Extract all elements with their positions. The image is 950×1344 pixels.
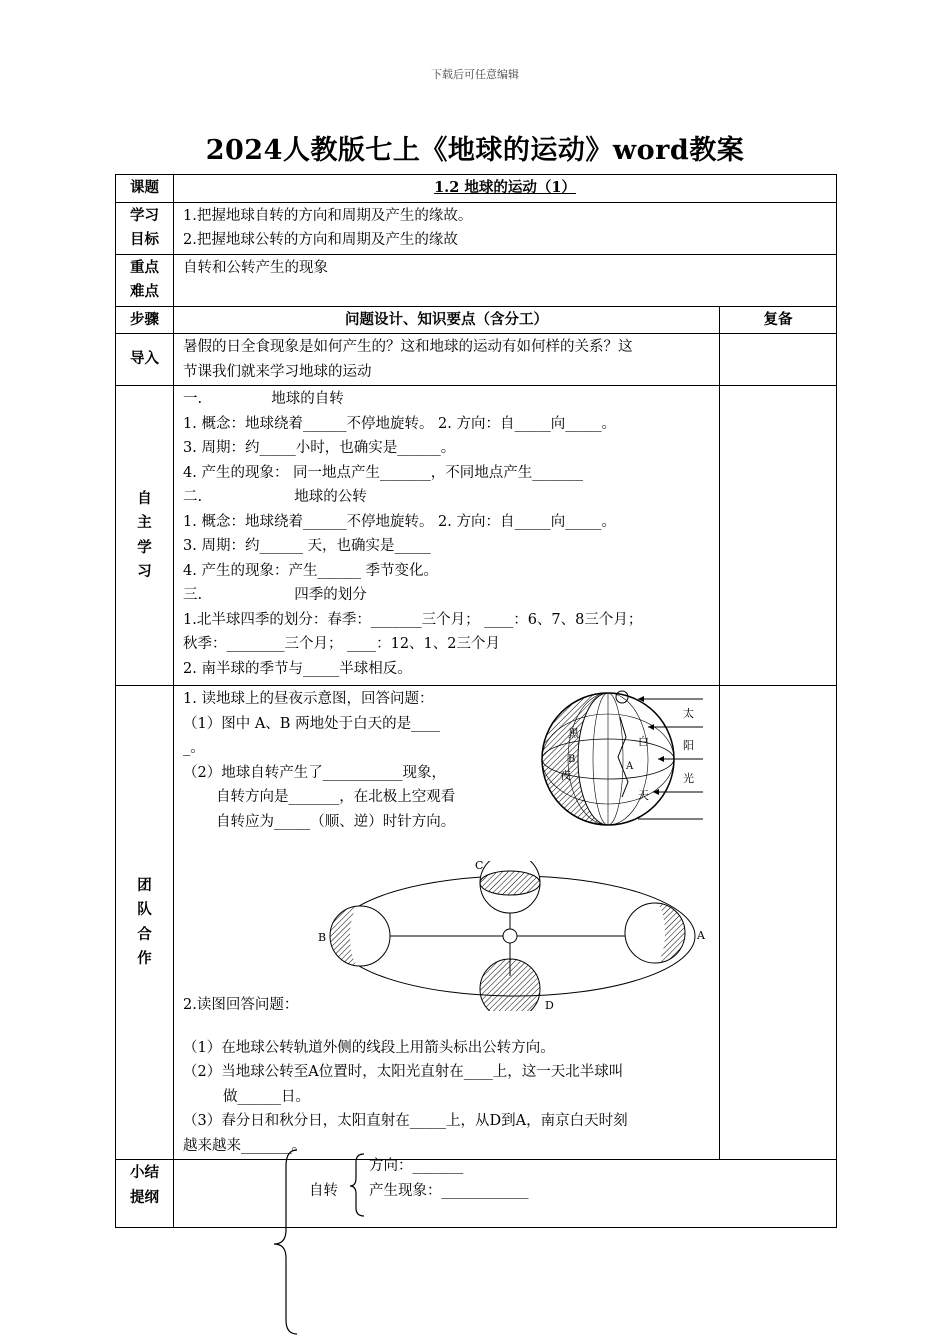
q1-line: 自转方向是_______，在北极上空观看 [216,789,456,805]
lesson-plan-table [115,174,837,1228]
sun-char-1: 太 [683,707,694,720]
goals-label-1: 学习 [130,206,159,224]
self-line: 1.北半球四季的划分：春季：_______三个月； ____：6、7、8三个月； [183,611,643,628]
goals-label-2: 目标 [130,231,159,248]
team-content [183,687,710,1153]
team-label-2: 队 [137,901,152,918]
q2-line: （1）在地球公转轨道外侧的线段上用箭头标出公转方向。 [183,1039,555,1056]
team-label-3: 合 [137,925,152,943]
intro-line-2: 节课我们就来学习地球的运动 [183,363,372,380]
orbit-diagram [315,861,715,1011]
sun-char-3: 光 [683,772,694,785]
night-char-1: 黑 [568,727,579,740]
document-title: 2024人教版七上《地球的运动》word教案 [205,135,745,166]
question-2 [183,993,723,1158]
pos-c-label: C [475,861,484,872]
pos-d-label: D [545,999,554,1011]
design-header: 问题设计、知识要点（含分工） [174,306,720,334]
summary-brace-diagram [272,1148,562,1338]
q1-line: 自转应为_____（顺、逆）时针方向。 [216,813,456,830]
self-line: 4. 产生的现象： 同一地点产生_______，不同地点产生_______ [183,464,584,481]
question-1 [183,687,543,834]
key-label-2: 难点 [130,283,159,300]
steps-header-row [116,306,837,334]
self-label-1: 自 [137,489,152,507]
summary-phenomenon: 产生现象：____________ [369,1183,529,1199]
team-label-4: 作 [137,950,152,967]
self-line: 秋季：________三个月； ____：12、1、2三个月 [183,636,501,652]
self-line: 二. 地球的公转 [183,489,367,505]
day-char-2: 天 [638,789,649,802]
self-line: 4. 产生的现象：产生______ 季节变化。 [183,562,439,579]
night-char-2: 夜 [560,769,571,782]
self-review [720,386,837,686]
self-line: 1. 概念：地球绕着______不停地旋转。 2. 方向：自_____向_____。 [183,415,616,432]
q2-line: （2）当地球公转至A位置时，太阳光直射在____上，这一天北半球叫 [183,1064,624,1080]
q2-line: 2.读图回答问题： [183,997,299,1013]
self-label-3: 学 [137,538,152,556]
pos-a-label: A [697,929,705,942]
topic-label: 课题 [116,175,174,203]
team-label-1: 团 [137,876,152,894]
topic-value: 1.2 地球的运动（1） [434,179,576,196]
team-row [116,686,837,1160]
intro-line-1: 暑假的日全食现象是如何产生的？这和地球的运动有如何样的关系？这 [183,339,633,355]
steps-label: 步骤 [116,306,174,334]
self-line: 2. 南半球的季节与_____半球相反。 [183,660,412,677]
self-line: 1. 概念：地球绕着______不停地旋转。 2. 方向：自_____向_____。 [183,513,616,530]
q2-line: 越来越来_______。 [183,1137,307,1154]
pos-b-label: B [318,931,327,944]
day-night-diagram [538,687,716,837]
topic-row [116,175,837,203]
intro-label: 导入 [116,334,174,386]
review-header: 复备 [720,306,837,334]
q2-line: （3）春分日和秋分日，太阳直射在_____上，从D到A，南京白天时刻 [183,1113,628,1129]
goal-1: 1.把握地球自转的方向和周期及产生的缘故。 [183,207,473,224]
q2-line: 做______日。 [223,1088,310,1105]
day-char-1: 白 [638,735,649,748]
key-label-1: 重点 [130,258,159,276]
point-b-label: B [568,754,576,765]
self-label-2: 主 [137,514,152,531]
sun-char-2: 阳 [683,739,694,752]
q1-line: _。 [183,740,205,756]
summary-rotation: 自转 [309,1183,338,1199]
goal-2: 2.把握地球公转的方向和周期及产生的缘故 [183,232,458,248]
summary-label-1: 小结 [130,1164,159,1181]
self-label-4: 习 [137,563,152,580]
summary-label-2: 提纲 [130,1188,159,1206]
self-line: 一. 地球的自转 [183,391,344,407]
key-value: 自转和公转产生的现象 [174,254,837,306]
self-study-row [116,386,837,686]
self-line: 三. 四季的划分 [183,587,367,603]
goals-row [116,202,837,254]
intro-review [720,334,837,386]
q1-line: 1. 读地球上的昼夜示意图，回答问题： [183,691,434,707]
header-note: 下载后可任意编辑 [431,68,519,81]
point-a-label: A [626,761,634,772]
q1-line: （1）图中 A、B 两地处于白天的是____ [183,715,441,732]
q1-line: （2）地球自转产生了___________现象， [183,764,446,781]
team-review [720,686,837,1160]
intro-row [116,334,837,386]
key-row [116,254,837,306]
summary-direction: 方向：_______ [369,1158,464,1174]
self-line: 3. 周期：约_____小时，也确实是______。 [183,440,456,456]
self-line: 3. 周期：约______ 天，也确实是_____ [183,538,431,554]
